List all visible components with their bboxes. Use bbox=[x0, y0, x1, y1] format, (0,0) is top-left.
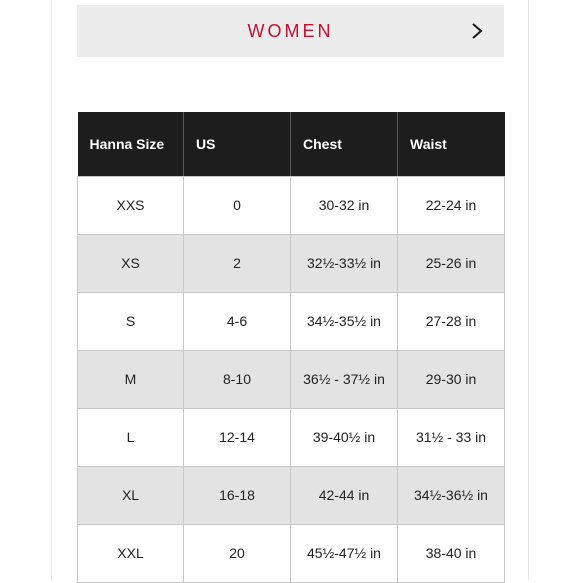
section-title: WOMEN bbox=[247, 20, 334, 41]
cell-us: 0 bbox=[184, 176, 291, 234]
cell-us: 12-14 bbox=[184, 408, 291, 466]
size-table bbox=[77, 112, 505, 583]
cell-us: 8-10 bbox=[184, 350, 291, 408]
table-row bbox=[78, 350, 505, 408]
cell-chest: 45½-47½ in bbox=[291, 524, 398, 582]
cell-size: L bbox=[78, 408, 184, 466]
header-waist: Waist bbox=[398, 112, 505, 176]
cell-waist: 22-24 in bbox=[398, 176, 505, 234]
cell-chest: 30-32 in bbox=[291, 176, 398, 234]
header-us: US bbox=[184, 112, 291, 176]
cell-waist: 25-26 in bbox=[398, 234, 505, 292]
cell-chest: 42-44 in bbox=[291, 466, 398, 524]
cell-chest: 34½-35½ in bbox=[291, 292, 398, 350]
table-header-row bbox=[78, 112, 505, 176]
cell-size: XL bbox=[78, 466, 184, 524]
right-divider bbox=[528, 0, 529, 580]
cell-size: S bbox=[78, 292, 184, 350]
table-row bbox=[78, 234, 505, 292]
cell-us: 4-6 bbox=[184, 292, 291, 350]
cell-chest: 36½ - 37½ in bbox=[291, 350, 398, 408]
table-row bbox=[78, 176, 505, 234]
cell-us: 20 bbox=[184, 524, 291, 582]
cell-chest: 39-40½ in bbox=[291, 408, 398, 466]
table-row bbox=[78, 466, 505, 524]
cell-waist: 29-30 in bbox=[398, 350, 505, 408]
cell-size: XS bbox=[78, 234, 184, 292]
header-hanna-size: Hanna Size bbox=[78, 112, 184, 176]
cell-chest: 32½-33½ in bbox=[291, 234, 398, 292]
cell-waist: 34½-36½ in bbox=[398, 466, 505, 524]
left-divider bbox=[51, 0, 52, 580]
women-section-toggle[interactable] bbox=[77, 5, 504, 57]
cell-waist: 27-28 in bbox=[398, 292, 505, 350]
cell-us: 16-18 bbox=[184, 466, 291, 524]
cell-size: XXS bbox=[78, 176, 184, 234]
cell-us: 2 bbox=[184, 234, 291, 292]
chevron-right-icon bbox=[470, 22, 484, 40]
table-row bbox=[78, 408, 505, 466]
cell-size: XXL bbox=[78, 524, 184, 582]
table-row bbox=[78, 292, 505, 350]
header-chest: Chest bbox=[291, 112, 398, 176]
table-row bbox=[78, 524, 505, 582]
cell-size: M bbox=[78, 350, 184, 408]
cell-waist: 31½ - 33 in bbox=[398, 408, 505, 466]
cell-waist: 38-40 in bbox=[398, 524, 505, 582]
